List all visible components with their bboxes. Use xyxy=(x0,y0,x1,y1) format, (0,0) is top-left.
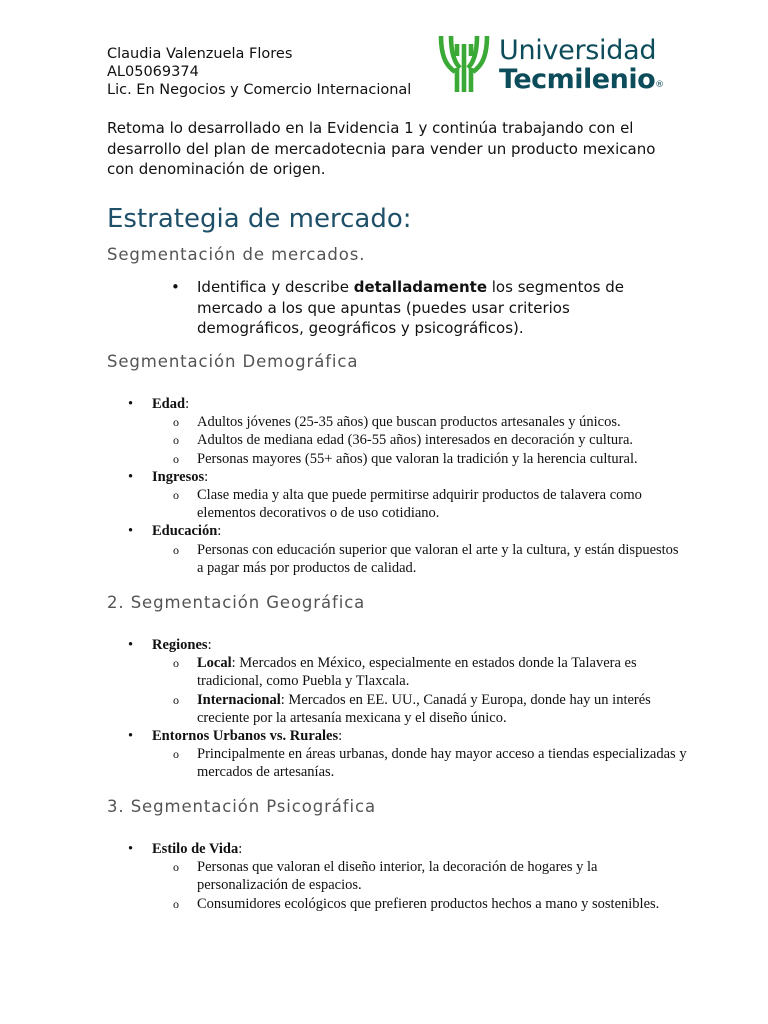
logo-text-tecmilenio xyxy=(499,65,664,100)
sub-list-item xyxy=(128,431,688,449)
section-heading-psychographic: 3. Segmentación Psicográfica xyxy=(107,797,376,816)
sub-bullet-icon: o xyxy=(173,747,179,762)
sub-list-item xyxy=(128,895,688,913)
sub-bullet-icon: o xyxy=(173,433,179,448)
bullet-icon: • xyxy=(128,523,134,540)
sub-list-item xyxy=(128,450,688,468)
bullet-icon: • xyxy=(171,278,180,296)
bullet-icon: • xyxy=(128,728,134,745)
sub-list-item-body: Personas mayores (55+ años) que valoran la tradición y la herencia cultural. xyxy=(197,450,638,467)
task-text xyxy=(197,277,671,339)
list-item xyxy=(128,522,688,540)
list-item xyxy=(128,395,688,413)
list-item-suffix: : xyxy=(185,396,190,412)
list-item-suffix: : xyxy=(207,637,212,653)
list-item-label: Estilo de Vida xyxy=(152,841,239,857)
sub-list-item-body: : Mercados en EE. UU., Canadá y Europa, donde hay un interés creciente por la artesanía mexicana y el diseño único. xyxy=(197,691,651,726)
sub-list-item-text xyxy=(197,654,688,690)
sub-list-item-body: Adultos jóvenes (25-35 años) que buscan productos artesanales y únicos. xyxy=(197,414,621,431)
sub-list-item xyxy=(128,541,688,577)
list-item-suffix: : xyxy=(238,841,243,857)
sub-list-item xyxy=(128,486,688,522)
sub-bullet-icon: o xyxy=(173,860,179,875)
student-info xyxy=(107,45,411,99)
sub-list-item xyxy=(128,654,688,690)
section-heading-segmentation: Segmentación de mercados. xyxy=(107,245,366,264)
psychographic-list xyxy=(128,840,688,913)
sub-list-item-label: Internacional xyxy=(197,691,281,708)
sub-list-item-text xyxy=(197,431,688,449)
sub-list-item-text xyxy=(197,895,688,913)
sub-list-item-text xyxy=(197,858,688,894)
sub-list-item-body: Adultos de mediana edad (36-55 años) interesados en decoración y cultura. xyxy=(197,432,634,449)
section-heading-demographic: Segmentación Demográfica xyxy=(107,352,359,371)
sub-list-item xyxy=(128,413,688,431)
task-text-before: Identifica y describe xyxy=(197,278,354,296)
sub-bullet-icon: o xyxy=(173,896,179,911)
sub-list-item-text xyxy=(197,541,688,577)
demographic-list xyxy=(128,395,688,577)
program-name: Lic. En Negocios y Comercio Internacional xyxy=(107,82,412,98)
list-item-label: Regiones xyxy=(152,637,208,653)
list-item xyxy=(128,840,688,858)
section-heading-geographic: 2. Segmentación Geográfica xyxy=(107,593,366,612)
tecmilenio-logo-icon xyxy=(436,32,492,94)
sub-list-item xyxy=(128,745,688,781)
bullet-icon: • xyxy=(128,841,134,857)
list-item xyxy=(128,636,688,654)
sub-bullet-icon: o xyxy=(173,415,179,430)
bullet-icon: • xyxy=(128,637,134,653)
sub-list-item xyxy=(128,691,688,727)
list-item-label: Educación xyxy=(152,523,218,540)
sub-list-item-label: Local xyxy=(197,655,232,672)
logo-text-universidad: Universidad xyxy=(499,35,657,66)
sub-list-item-body: Clase media y alta que puede permitirse adquirir productos de talavera como elementos decorativos o de uso cotidiano. xyxy=(197,487,642,522)
task-text-after: los segmentos de mercado a los que apuntas (puedes usar criterios demográficos, geográficos y psicográficos). xyxy=(197,278,624,337)
list-item-label: Edad xyxy=(152,396,186,412)
sub-bullet-icon: o xyxy=(173,692,179,707)
list-item-label: Entornos Urbanos vs. Rurales xyxy=(152,728,339,745)
sub-list-item-text xyxy=(197,691,688,727)
geographic-list xyxy=(128,636,688,782)
bullet-icon: • xyxy=(128,468,134,485)
registered-mark: ® xyxy=(655,80,664,90)
sub-bullet-icon: o xyxy=(173,656,179,671)
intro-paragraph: Retoma lo desarrollado en la Evidencia 1 y continúa trabajando con el desarrollo del plan de mercadotecnia para vender un producto mexicano con denominación de origen. xyxy=(107,119,656,178)
university-logo xyxy=(436,32,666,96)
list-item-suffix: : xyxy=(204,468,209,485)
sub-list-item-body: Personas que valoran el diseño interior, la decoración de hogares y la personalización de espacios. xyxy=(197,859,598,894)
list-item xyxy=(128,468,688,486)
page-title: Estrategia de mercado: xyxy=(107,204,412,234)
list-item xyxy=(128,727,688,745)
sub-bullet-icon: o xyxy=(173,451,179,466)
sub-list-item xyxy=(128,858,688,894)
student-name: Claudia Valenzuela Flores xyxy=(107,46,293,62)
bullet-icon: • xyxy=(128,396,134,412)
student-id: AL05069374 xyxy=(107,64,199,80)
sub-list-item-text xyxy=(197,486,688,522)
logo-text-tecmilenio-word: Tecmilenio xyxy=(499,64,656,95)
sub-list-item-body: Consumidores ecológicos que prefieren productos hechos a mano y sostenibles. xyxy=(197,895,660,912)
list-item-label: Ingresos xyxy=(152,468,205,485)
sub-list-item-text xyxy=(197,450,688,468)
list-item-suffix: : xyxy=(217,523,222,540)
sub-bullet-icon: o xyxy=(173,488,179,503)
sub-list-item-body: Personas con educación superior que valoran el arte y la cultura, y están dispuestos a pagar más por productos de calidad. xyxy=(197,541,679,576)
task-instruction xyxy=(171,277,671,339)
sub-list-item-body: : Mercados en México, especialmente en estados donde la Talavera es tradicional, como Puebla y Tlaxcala. xyxy=(197,655,637,690)
sub-bullet-icon: o xyxy=(173,542,179,557)
sub-list-item-text xyxy=(197,745,688,781)
sub-list-item-body: Principalmente en áreas urbanas, donde hay mayor acceso a tiendas especializadas y mercados de artesanías. xyxy=(197,746,687,781)
task-text-bold: detalladamente xyxy=(353,278,487,296)
sub-list-item-text xyxy=(197,413,688,431)
list-item-suffix: : xyxy=(338,728,343,745)
